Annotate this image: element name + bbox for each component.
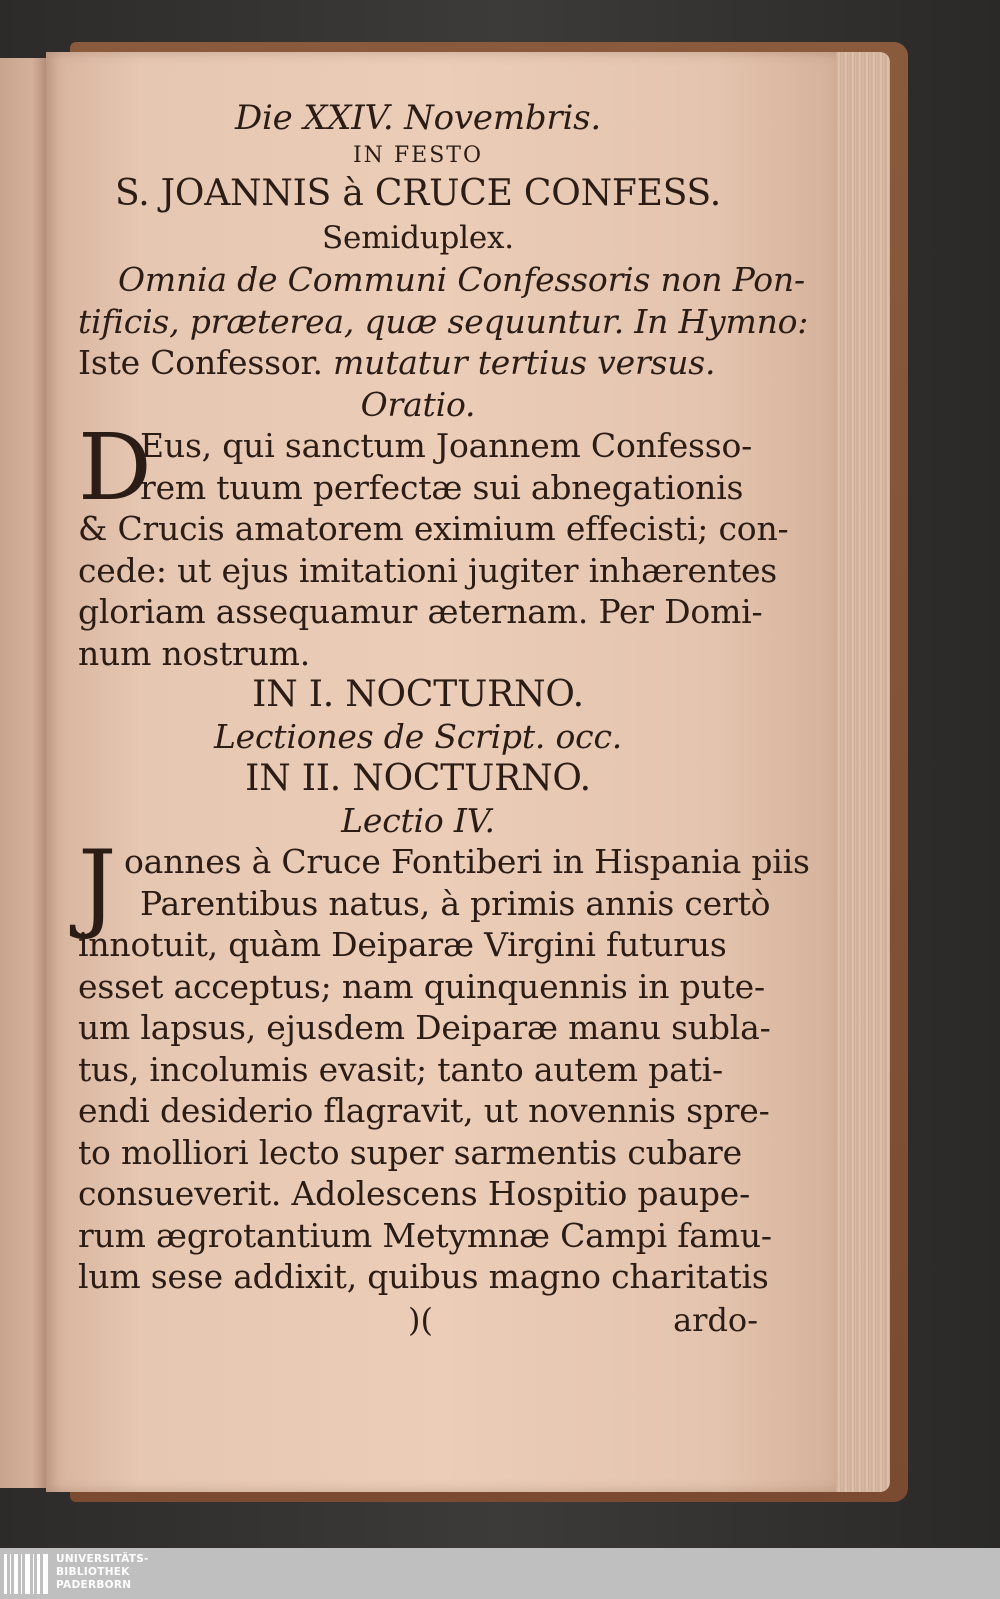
signature-mark: )( (408, 1300, 433, 1339)
text-line: rum ægrotantium Metymnæ Campi famu- (78, 1215, 772, 1255)
lectiones-note: Lectiones de Script. occ. (213, 717, 623, 756)
hymn-instruction: mutatur tertius versus. (333, 343, 716, 382)
rubric-line: Omnia de Communi Confessoris non Pon- (118, 260, 805, 299)
saint-title: S. JOANNIS à CRUCE CONFESS. (115, 173, 721, 214)
text-line: esset acceptus; nam quinquennis in pute- (78, 966, 765, 1006)
lectio-paragraph (78, 830, 810, 1298)
library-logo-icon (4, 1554, 48, 1594)
facing-page-edge (0, 58, 46, 1488)
text-line: oannes à Cruce Fontiberi in Hispania piis (124, 842, 810, 881)
date-heading: Die XXIV. Novembris. (234, 98, 602, 138)
logo-line: UNIVERSITÄTS- (56, 1553, 149, 1565)
drop-cap: J (78, 830, 117, 942)
text-line: Parentibus natus, à primis annis certò (140, 883, 771, 923)
text-line: endi desiderio flagravit, ut novennis spre- (78, 1091, 770, 1130)
hymn-name: Iste Confessor. (78, 343, 323, 382)
text-line: consueverit. Adolescens Hospitio paupe- (78, 1174, 751, 1213)
library-logo-text (56, 1553, 149, 1592)
text-line: rem tuum perfectæ sui abnegationis (140, 467, 744, 507)
lectio-heading: Lectio IV. (341, 800, 495, 840)
feast-label: IN FESTO (352, 143, 484, 168)
footer-bar (0, 1548, 1000, 1599)
nocturn-heading: IN I. NOCTURNO. (252, 674, 584, 715)
text-line: Eus, qui sanctum Joannem Confesso- (140, 426, 753, 465)
text-line: tus, incolumis evasit; tanto autem pati- (78, 1049, 723, 1089)
rubric-line: tificis, præterea, quæ sequuntur. In Hymno: (78, 301, 809, 341)
oratio-heading: Oratio. (360, 384, 476, 424)
text-line: innotuit, quàm Deiparæ Virgini futurus (78, 925, 727, 964)
page-foot (78, 1298, 758, 1342)
text-line: to molliori lecto super sarmentis cubare (78, 1132, 742, 1172)
logo-line: BIBLIOTHEK (56, 1566, 130, 1578)
nocturn-heading: IN II. NOCTURNO. (245, 757, 591, 799)
text-line: lum sese addixit, quibus magno charitatis (78, 1257, 769, 1296)
drop-cap: D (78, 414, 152, 521)
text-line: cede: ut ejus imitationi jugiter inhærentes (78, 550, 778, 590)
page-text (78, 95, 810, 1342)
catchword: ardo- (673, 1300, 758, 1339)
text-line: num nostrum. (78, 633, 311, 673)
feast-rank: Semiduplex. (322, 220, 514, 256)
logo-line: PADERBORN (56, 1579, 132, 1591)
text-line: & Crucis amatorem eximium effecisti; con- (78, 509, 789, 548)
oratio-paragraph (78, 414, 789, 674)
text-line: um lapsus, ejusdem Deiparæ manu subla- (78, 1008, 771, 1047)
rubric-line (78, 342, 758, 384)
text-line: gloriam assequamur æternam. Per Domi- (78, 592, 763, 631)
